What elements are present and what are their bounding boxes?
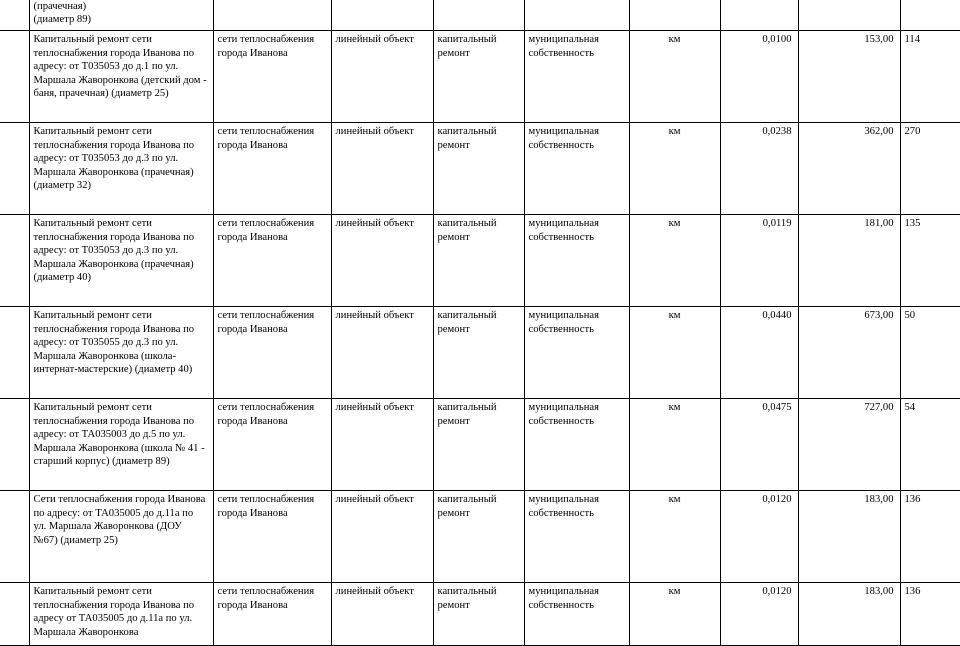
unit-cell: км — [629, 399, 720, 491]
row-number-cell — [0, 307, 29, 399]
table-row — [0, 399, 960, 491]
object-cell: сети теплоснабжения города Иванова — [213, 491, 331, 583]
cost-cell: 183,00 — [798, 491, 900, 583]
ownership-cell: муниципальная собственность — [524, 215, 629, 307]
length-cell: 0,0238 — [720, 123, 798, 215]
length-cell: 0,0120 — [720, 491, 798, 583]
cost-cell: 727,00 — [798, 399, 900, 491]
row-number-cell — [0, 123, 29, 215]
table-row — [0, 215, 960, 307]
object-type-cell — [331, 0, 433, 31]
ownership-cell: муниципальная собственность — [524, 399, 629, 491]
object-type-cell: линейный объект — [331, 123, 433, 215]
ownership-cell: муниципальная собственность — [524, 123, 629, 215]
extra-cell: 270 — [900, 123, 960, 215]
cost-cell: 181,00 — [798, 215, 900, 307]
project-name-cell: Капитальный ремонт сети теплоснабжения города Иванова по адресу: от ТА035003 до д.5 по ул. Маршала Жаворонкова (школа № 41 - старший корпус) (диаметр 89) — [29, 399, 213, 491]
ownership-cell — [524, 0, 629, 31]
work-type-cell: капитальный ремонт — [433, 583, 524, 646]
cost-cell: 183,00 — [798, 583, 900, 646]
project-name-cell: Капитальный ремонт сети теплоснабжения города Иванова по адресу: от Т035053 до д.3 по ул. Маршала Жаворонкова (прачечная) (диаметр 32) — [29, 123, 213, 215]
length-cell: 0,0440 — [720, 307, 798, 399]
extra-cell: 136 — [900, 491, 960, 583]
ownership-cell: муниципальная собственность — [524, 583, 629, 646]
object-cell: сети теплоснабжения города Иванова — [213, 31, 331, 123]
project-name-cell: Капитальный ремонт сети теплоснабжения города Иванова по адресу: от Т035055 до д.3 по ул. Маршала Жаворонкова (школа-интернат-мастерские) (диаметр 40) — [29, 307, 213, 399]
extra-cell: 136 — [900, 583, 960, 646]
unit-cell: км — [629, 491, 720, 583]
length-cell: 0,0120 — [720, 583, 798, 646]
object-type-cell: линейный объект — [331, 215, 433, 307]
row-number-cell — [0, 583, 29, 646]
object-type-cell: линейный объект — [331, 307, 433, 399]
project-name-cell: Капитальный ремонт сети теплоснабжения города Иванова по адресу: от Т035053 до д.3 по ул. Маршала Жаворонкова (прачечная) (диаметр 40) — [29, 215, 213, 307]
cost-cell: 673,00 — [798, 307, 900, 399]
length-cell: 0,0119 — [720, 215, 798, 307]
object-type-cell: линейный объект — [331, 491, 433, 583]
row-number-cell — [0, 0, 29, 31]
object-cell: сети теплоснабжения города Иванова — [213, 399, 331, 491]
row-number-cell — [0, 399, 29, 491]
table-row — [0, 0, 960, 31]
extra-cell: 114 — [900, 31, 960, 123]
row-number-cell — [0, 31, 29, 123]
ownership-cell: муниципальная собственность — [524, 491, 629, 583]
object-cell: сети теплоснабжения города Иванова — [213, 583, 331, 646]
work-type-cell: капитальный ремонт — [433, 215, 524, 307]
project-name-cell: (прачечная) (диаметр 89) — [29, 0, 213, 31]
extra-cell — [900, 0, 960, 31]
extra-cell: 54 — [900, 399, 960, 491]
unit-cell: км — [629, 583, 720, 646]
object-cell — [213, 0, 331, 31]
table-row — [0, 307, 960, 399]
unit-cell: км — [629, 215, 720, 307]
work-type-cell: капитальный ремонт — [433, 307, 524, 399]
unit-cell: км — [629, 31, 720, 123]
unit-cell — [629, 0, 720, 31]
work-type-cell: капитальный ремонт — [433, 31, 524, 123]
work-type-cell — [433, 0, 524, 31]
table-row — [0, 583, 960, 646]
cost-cell: 153,00 — [798, 31, 900, 123]
project-name-cell: Сети теплоснабжения города Иванова по адресу: от ТА035005 до д.11а по ул. Маршала Жаворонкова (ДОУ №67) (диаметр 25) — [29, 491, 213, 583]
length-cell — [720, 0, 798, 31]
work-type-cell: капитальный ремонт — [433, 123, 524, 215]
work-type-cell: капитальный ремонт — [433, 491, 524, 583]
cost-cell: 362,00 — [798, 123, 900, 215]
row-number-cell — [0, 491, 29, 583]
table-row — [0, 491, 960, 583]
unit-cell: км — [629, 307, 720, 399]
project-name-cell: Капитальный ремонт сети теплоснабжения города Иванова по адресу: от Т035053 до д.1 по ул. Маршала Жаворонкова (детский дом - баня, прачечная) (диаметр 25) — [29, 31, 213, 123]
object-type-cell: линейный объект — [331, 399, 433, 491]
work-type-cell: капитальный ремонт — [433, 399, 524, 491]
extra-cell: 50 — [900, 307, 960, 399]
project-name-cell: Капитальный ремонт сети теплоснабжения города Иванова по адресу от ТА035005 до д.11а по ул. Маршала Жаворонкова — [29, 583, 213, 646]
unit-cell: км — [629, 123, 720, 215]
table-row — [0, 31, 960, 123]
length-cell: 0,0475 — [720, 399, 798, 491]
object-cell: сети теплоснабжения города Иванова — [213, 123, 331, 215]
extra-cell: 135 — [900, 215, 960, 307]
row-number-cell — [0, 215, 29, 307]
ownership-cell: муниципальная собственность — [524, 307, 629, 399]
object-type-cell: линейный объект — [331, 583, 433, 646]
table-row — [0, 123, 960, 215]
object-cell: сети теплоснабжения города Иванова — [213, 215, 331, 307]
cost-cell — [798, 0, 900, 31]
ownership-cell: муниципальная собственность — [524, 31, 629, 123]
length-cell: 0,0100 — [720, 31, 798, 123]
object-cell: сети теплоснабжения города Иванова — [213, 307, 331, 399]
object-type-cell: линейный объект — [331, 31, 433, 123]
